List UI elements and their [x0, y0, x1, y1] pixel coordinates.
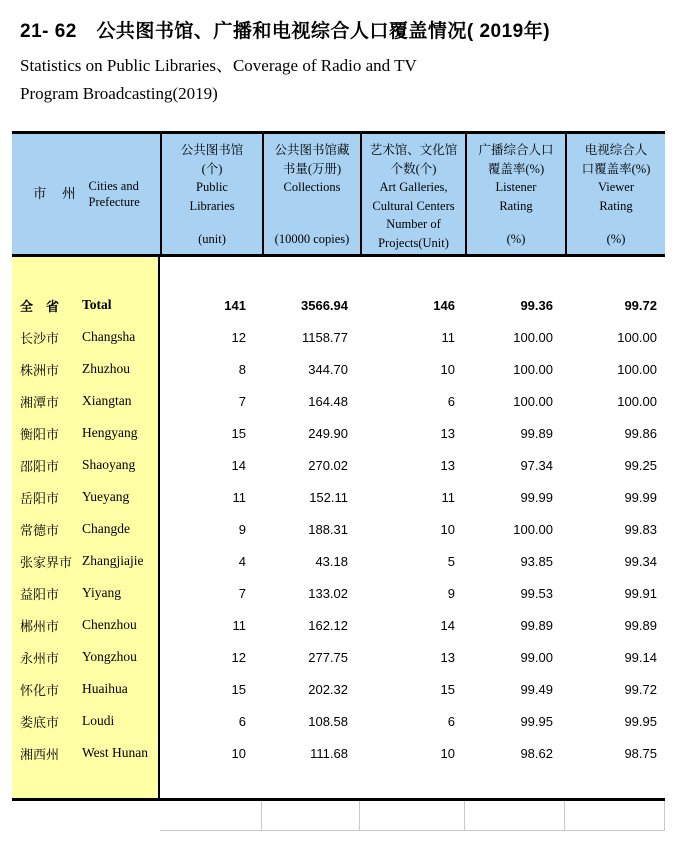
empty-cell	[160, 801, 262, 830]
row-label-en: Chenzhou	[82, 617, 137, 632]
table-row	[12, 609, 665, 641]
header-cell-viewer-rating	[565, 134, 665, 254]
table-row	[12, 289, 665, 321]
cell-value: 99.00	[520, 649, 553, 665]
page-title-en-line1: Statistics on Public Libraries、Coverage of Radio and TV	[20, 56, 417, 75]
cell-value: 99.36	[520, 297, 553, 313]
cell-value: 100.00	[617, 393, 657, 409]
row-label-en: Yiyang	[82, 585, 121, 600]
cell-value: 98.75	[624, 745, 657, 761]
header-lines	[469, 141, 563, 215]
row-label-zh: 全 省	[20, 298, 60, 314]
row-label-en: Changde	[82, 521, 130, 536]
empty-cell	[262, 801, 360, 830]
row-label-en: Total	[82, 297, 112, 312]
row-label-en: West Hunan	[82, 745, 149, 760]
cell-value: 99.89	[520, 617, 553, 633]
empty-cell	[565, 801, 665, 830]
header-line: 艺术馆、文化馆	[369, 143, 458, 157]
row-label-zh: 长沙市	[20, 330, 60, 346]
row-label-zh: 邵阳市	[20, 458, 60, 474]
row-label-en: Zhangjiajie	[82, 553, 144, 568]
cell-value: 9	[238, 521, 246, 537]
cell-value: 13	[440, 457, 455, 473]
cell-value: 12	[231, 329, 246, 345]
cell-value: 10	[440, 521, 455, 537]
header-line: 公共图书馆藏	[274, 143, 350, 157]
header-line: 电视综合人	[584, 143, 648, 157]
cell-value: 99.49	[520, 681, 553, 697]
header-unit: (%)	[606, 231, 626, 246]
row-label-zh: 张家界市	[20, 554, 73, 570]
cell-value: 14	[231, 457, 246, 473]
header-unit: Projects(Unit)	[378, 235, 449, 250]
cell-value: 99.53	[520, 585, 553, 601]
table-row	[12, 673, 665, 705]
row-label-en: Loudi	[82, 713, 115, 728]
cell-value: 9	[447, 585, 455, 601]
header-line: 广播综合人口	[478, 143, 554, 157]
cell-value: 15	[231, 425, 246, 441]
cell-value: 188.31	[308, 521, 348, 537]
cell-value: 6	[238, 713, 246, 729]
header-line: Rating	[599, 198, 633, 213]
cell-value: 13	[440, 649, 455, 665]
cell-value: 10	[440, 745, 455, 761]
header-line: 口覆盖率(%)	[581, 161, 651, 176]
cell-value: 10	[440, 361, 455, 377]
header-label-en: Cities and Prefecture	[88, 179, 140, 209]
page-title-zh: 21- 62 公共图书馆、广播和电视综合人口覆盖情况( 2019年)	[20, 21, 551, 42]
cell-value: 99.14	[624, 649, 657, 665]
header-unit: (%)	[506, 231, 526, 246]
cell-value: 99.95	[624, 713, 657, 729]
table-row	[12, 513, 665, 545]
header-line: 书量(万册)	[282, 161, 342, 176]
cell-value: 99.86	[624, 425, 657, 441]
header-line: (个)	[201, 161, 223, 176]
cell-value: 99.95	[520, 713, 553, 729]
cell-value: 99.72	[624, 681, 657, 697]
row-label-en: Huaihua	[82, 681, 128, 696]
cell-value: 15	[231, 681, 246, 697]
table-row	[12, 417, 665, 449]
cell-value: 152.11	[309, 489, 348, 505]
header-line: 覆盖率(%)	[487, 161, 545, 176]
cell-value: 99.89	[520, 425, 553, 441]
cell-value: 133.02	[308, 585, 348, 601]
cell-value: 99.34	[624, 553, 657, 569]
header-line: Cultural Centers	[372, 198, 455, 213]
cell-value: 100.00	[617, 361, 657, 377]
cell-value: 12	[231, 649, 246, 665]
cell-value: 99.91	[624, 585, 657, 601]
cell-value: 98.62	[520, 745, 553, 761]
cell-value: 15	[440, 681, 455, 697]
header-unit: (10000 copies)	[274, 231, 350, 246]
table-row	[12, 737, 665, 769]
table-header-row	[12, 134, 665, 257]
header-lines	[266, 141, 358, 197]
row-label-zh: 岳阳市	[20, 490, 60, 506]
cell-value: 99.83	[624, 521, 657, 537]
cell-value: 43.18	[315, 553, 348, 569]
table-row	[12, 545, 665, 577]
cell-value: 100.00	[513, 393, 553, 409]
cell-value: 11	[232, 489, 246, 505]
header-cell-art-galleries-cultural-centers	[360, 134, 465, 254]
cell-value: 7	[238, 393, 246, 409]
row-label-en: Changsha	[82, 329, 136, 344]
row-label-zh: 娄底市	[20, 714, 60, 730]
header-cell-collections	[262, 134, 360, 254]
cell-value: 162.12	[308, 617, 348, 633]
cell-value: 141	[224, 297, 246, 313]
cell-value: 100.00	[513, 361, 553, 377]
header-cell-cities-prefecture	[12, 134, 160, 254]
table-row	[12, 385, 665, 417]
statistics-table	[12, 131, 665, 801]
cell-value: 108.58	[308, 713, 348, 729]
cell-value: 99.72	[624, 297, 657, 313]
cell-value: 100.00	[617, 329, 657, 345]
cell-value: 164.48	[308, 393, 348, 409]
empty-cell	[465, 801, 565, 830]
cell-value: 14	[440, 617, 455, 633]
row-label-zh: 常德市	[20, 522, 60, 538]
cell-value: 97.34	[520, 457, 553, 473]
table-row	[12, 321, 665, 353]
cell-value: 99.99	[520, 489, 553, 505]
row-label-en: Yueyang	[82, 489, 130, 504]
row-label-en: Hengyang	[82, 425, 138, 440]
cell-value: 344.70	[308, 361, 348, 377]
cell-value: 249.90	[308, 425, 348, 441]
header-lines	[164, 141, 260, 215]
table-body	[12, 257, 665, 798]
cell-value: 202.32	[308, 681, 348, 697]
header-cell-public-libraries	[160, 134, 262, 254]
cell-value: 11	[232, 617, 246, 633]
cell-value: 7	[238, 585, 246, 601]
row-label-zh: 株洲市	[20, 362, 60, 378]
cell-value: 1158.77	[301, 329, 348, 345]
row-label-zh: 湘西州	[20, 746, 60, 762]
cell-value: 111.68	[310, 745, 348, 761]
row-label-zh: 永州市	[20, 650, 60, 666]
header-line: Viewer	[597, 180, 635, 194]
header-line: Listener	[495, 180, 537, 194]
row-label-en: Xiangtan	[82, 393, 132, 408]
header-lines	[569, 141, 663, 215]
row-label-zh: 益阳市	[20, 586, 60, 602]
row-label-zh: 衡阳市	[20, 426, 60, 442]
cell-value: 99.99	[624, 489, 657, 505]
cell-value: 11	[441, 489, 455, 505]
header-cell-listener-rating	[465, 134, 565, 254]
cell-value: 10	[231, 745, 246, 761]
header-label-zh: 市 州	[33, 185, 77, 201]
header-line: Collections	[283, 180, 341, 194]
table-row	[12, 705, 665, 737]
cell-value: 93.85	[520, 553, 553, 569]
cell-value: 5	[447, 553, 455, 569]
cell-value: 6	[447, 713, 455, 729]
cell-value: 99.25	[624, 457, 657, 473]
row-label-zh: 怀化市	[20, 682, 60, 698]
cell-value: 270.02	[308, 457, 348, 473]
cell-value: 99.89	[624, 617, 657, 633]
cell-value: 146	[433, 297, 455, 313]
table-row	[12, 449, 665, 481]
cell-value: 100.00	[513, 521, 553, 537]
header-line: Rating	[499, 198, 533, 213]
page-title-en-line2: Program Broadcasting(2019)	[20, 84, 218, 103]
spreadsheet-empty-row	[160, 801, 665, 831]
row-label-en: Yongzhou	[82, 649, 137, 664]
cell-value: 6	[447, 393, 455, 409]
header-line: Art Galleries,	[379, 180, 448, 194]
header-line: 公共图书馆	[180, 143, 244, 157]
cell-value: 4	[238, 553, 246, 569]
cell-value: 277.75	[308, 649, 348, 665]
table-row	[12, 577, 665, 609]
table-row	[12, 641, 665, 673]
header-line: Number of	[386, 217, 441, 231]
cell-value: 11	[441, 329, 455, 345]
header-line: 个数(个)	[390, 161, 437, 176]
empty-cell	[360, 801, 465, 830]
header-line: Libraries	[189, 198, 235, 213]
cell-value: 100.00	[513, 329, 553, 345]
header-line: Public	[196, 180, 228, 194]
row-label-zh: 湘潭市	[20, 394, 60, 410]
table-row	[12, 353, 665, 385]
row-label-en: Shaoyang	[82, 457, 136, 472]
header-lines	[364, 141, 463, 234]
cell-value: 8	[238, 361, 246, 377]
cell-value: 3566.94	[301, 297, 348, 313]
header-unit: (unit)	[198, 231, 226, 246]
row-label-en: Zhuzhou	[82, 361, 130, 376]
table-row	[12, 481, 665, 513]
row-label-zh: 郴州市	[20, 618, 60, 634]
cell-value: 13	[440, 425, 455, 441]
